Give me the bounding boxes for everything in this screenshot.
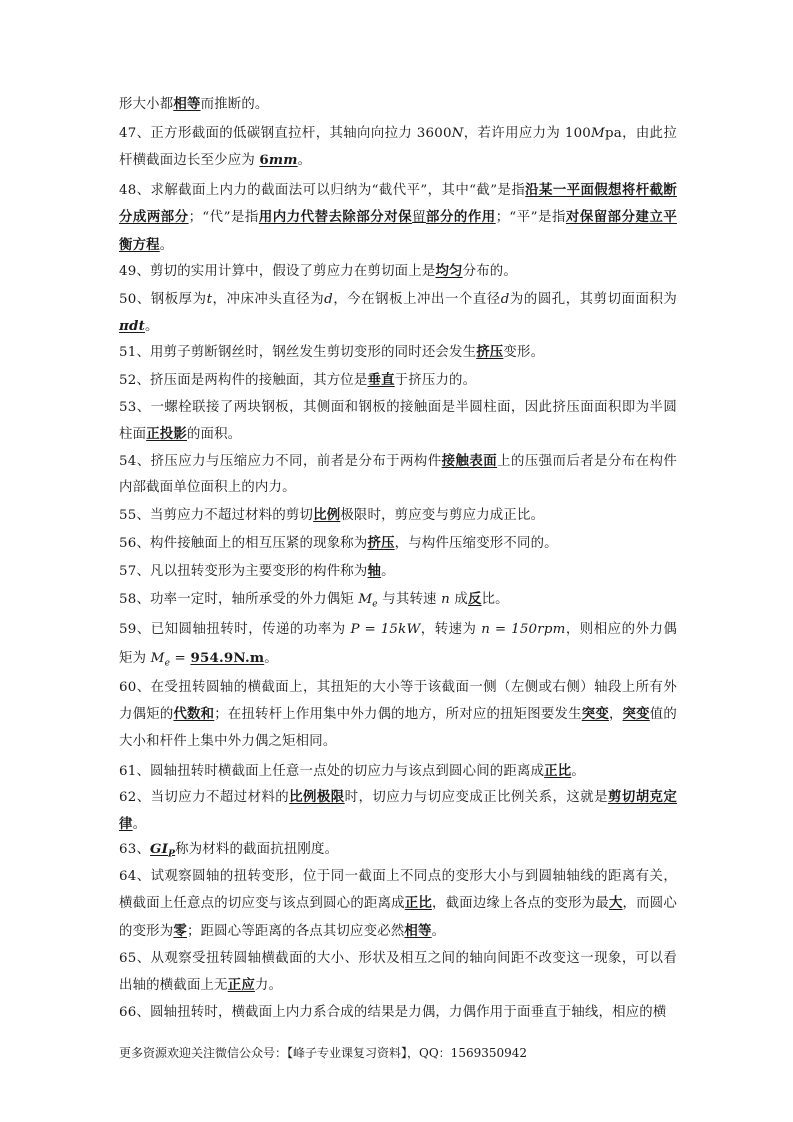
- answer: 挤压: [367, 535, 395, 551]
- answer: 垂直: [367, 372, 395, 388]
- answer: 正投影: [146, 426, 187, 443]
- answer: 反: [467, 591, 482, 607]
- answer: 比例: [313, 507, 341, 523]
- paragraph-60: 60、在受扭转圆轴的横截面上，其扭矩的大小等于该截面一侧（左侧或右侧）轴段上所有外力偶矩的代数和；在扭转杆上作用集中外力偶的地方，所对应的扭矩图要发生突变，突变值的大小和杆件上集中外力偶之矩相同。: [119, 680, 677, 749]
- paragraph-54: 54、挤压应力与压缩应力不同，前者是分布于两构件接触表面上的压强而后者是分布在构件内部截面单位面积上的内力。: [119, 453, 677, 496]
- answer: 突变: [581, 706, 609, 723]
- answer: 954.9N.m: [190, 650, 265, 666]
- answer: 零: [173, 922, 187, 939]
- paragraph-50: 50、钢板厚为t，冲床冲头直径为d，今在钢板上冲出一个直径d为的圆孔，其剪切面面积为πdt。: [119, 292, 677, 335]
- paragraph-48: 48、求解截面上内力的截面法可以归纳为“截代平”，其中“截”是指沿某一平面假想将杆截断分成两部分；“代”是指用内力代替去除部分对保留部分的作用；“平”是指对保留部分建立平衡方程。: [119, 182, 678, 253]
- answer: 6mm: [259, 152, 298, 169]
- answer: 正应: [227, 977, 255, 994]
- paragraph-53: 53、一螺栓联接了两块钢板，其侧面和钢板的接触面是半圆柱面，因此挤压面面积即为半圆柱面正投影的面积。: [119, 400, 677, 443]
- paragraph-47: 47、正方形截面的低碳钢直拉杆，其轴向向拉力 3600N，若许用应力为 100Mpa，由此拉杆横截面边长至少应为 6mm。: [119, 126, 677, 169]
- paragraph-51: 51、用剪子剪断钢丝时，钢丝发生剪切变形的同时还会发生挤压变形。: [119, 344, 545, 360]
- answer: $GI_P$: [150, 841, 176, 860]
- paragraph-65: 65、从观察受扭转圆轴横截面的大小、形状及相互之间的轴向间距不改变这一现象，可以看出轴的横截面上无正应力。: [119, 951, 677, 994]
- answer: 挤压: [476, 344, 504, 360]
- paragraph-64: 64、试观察圆轴的扭转变形，位于同一截面上不同点的变形大小与到圆轴轴线的距离有关，横截面上任意点的切应变与该点到圆心的距离成正比，截面边缘上各点的变形为最大，而圆心的变形为零；距圆心等距离的各点其切应变必然相等。: [119, 869, 677, 939]
- answer: 相等: [404, 922, 432, 939]
- paragraph-46: 形大小都相等而推断的。: [119, 96, 269, 112]
- answer: πdt: [119, 318, 145, 335]
- answer: 突变: [622, 706, 650, 723]
- answer: 用内力代替去除部分对保: [258, 209, 413, 226]
- paragraph-56: 56、构件接触面上的相互压紧的现象称为挤压，与构件压缩变形不同的。: [119, 535, 558, 551]
- answer: 轴: [367, 563, 382, 579]
- page-footer: 更多资源欢迎关注微信公众号：【峰子专业课复习资料】，QQ：1569350942: [119, 1046, 528, 1060]
- answer: 均匀: [435, 263, 463, 279]
- answer: 代数和: [173, 706, 215, 723]
- answer: 对保留部分建立平衡方程: [119, 209, 678, 253]
- answer: 接触表面: [441, 453, 498, 469]
- paragraph-49: 49、剪切的实用计算中，假设了剪应力在剪切面上是均匀分布的。: [119, 263, 517, 279]
- answer: 部分的作用: [426, 209, 496, 226]
- paragraph-55: 55、当剪应力不超过材料的剪切比例极限时，剪应变与剪应力成正比。: [119, 507, 545, 523]
- paragraph-52: 52、挤压面是两构件的接触面，其方位是垂直于挤压力的。: [119, 372, 477, 388]
- answer: 剪切胡克定律: [119, 789, 677, 833]
- answer: 大: [608, 895, 623, 912]
- paragraph-61: 61、圆轴扭转时横截面上任意一点处的切应力与该点到圆心间的距离成正比。: [119, 763, 585, 779]
- answer: 比例极限: [289, 789, 345, 805]
- paragraph-66: 66、圆轴扭转时，横截面上内力系合成的结果是力偶，力偶作用于面垂直于轴线，相应的横: [119, 1005, 667, 1020]
- paragraph-62: 62、当切应力不超过材料的比例极限时，切应力与切应变成正比例关系，这就是剪切胡克定律。: [119, 789, 677, 833]
- answer: 沿某一平面假想将杆截断分成两部分: [119, 182, 677, 226]
- paragraph-58: 58、功率一定时，轴所承受的外力偶矩 $M_e$ 与其转速 n 成反比。: [119, 591, 509, 610]
- paragraph-59: 59、已知圆轴扭转时，传递的功率为 P = 15kW，转速为 n = 150rpm，则相应的外力偶矩为 $M_e = 954.9N.m$。: [119, 622, 677, 669]
- paragraph-57: 57、凡以扭转变形为主要变形的构件称为轴。: [119, 563, 395, 579]
- answer: 相等: [173, 96, 201, 112]
- paragraph-63: 63、$GI_P$称为材料的截面抗扭刚度。: [119, 841, 339, 860]
- answer: 正比: [544, 763, 572, 779]
- answer: 正比: [404, 895, 433, 912]
